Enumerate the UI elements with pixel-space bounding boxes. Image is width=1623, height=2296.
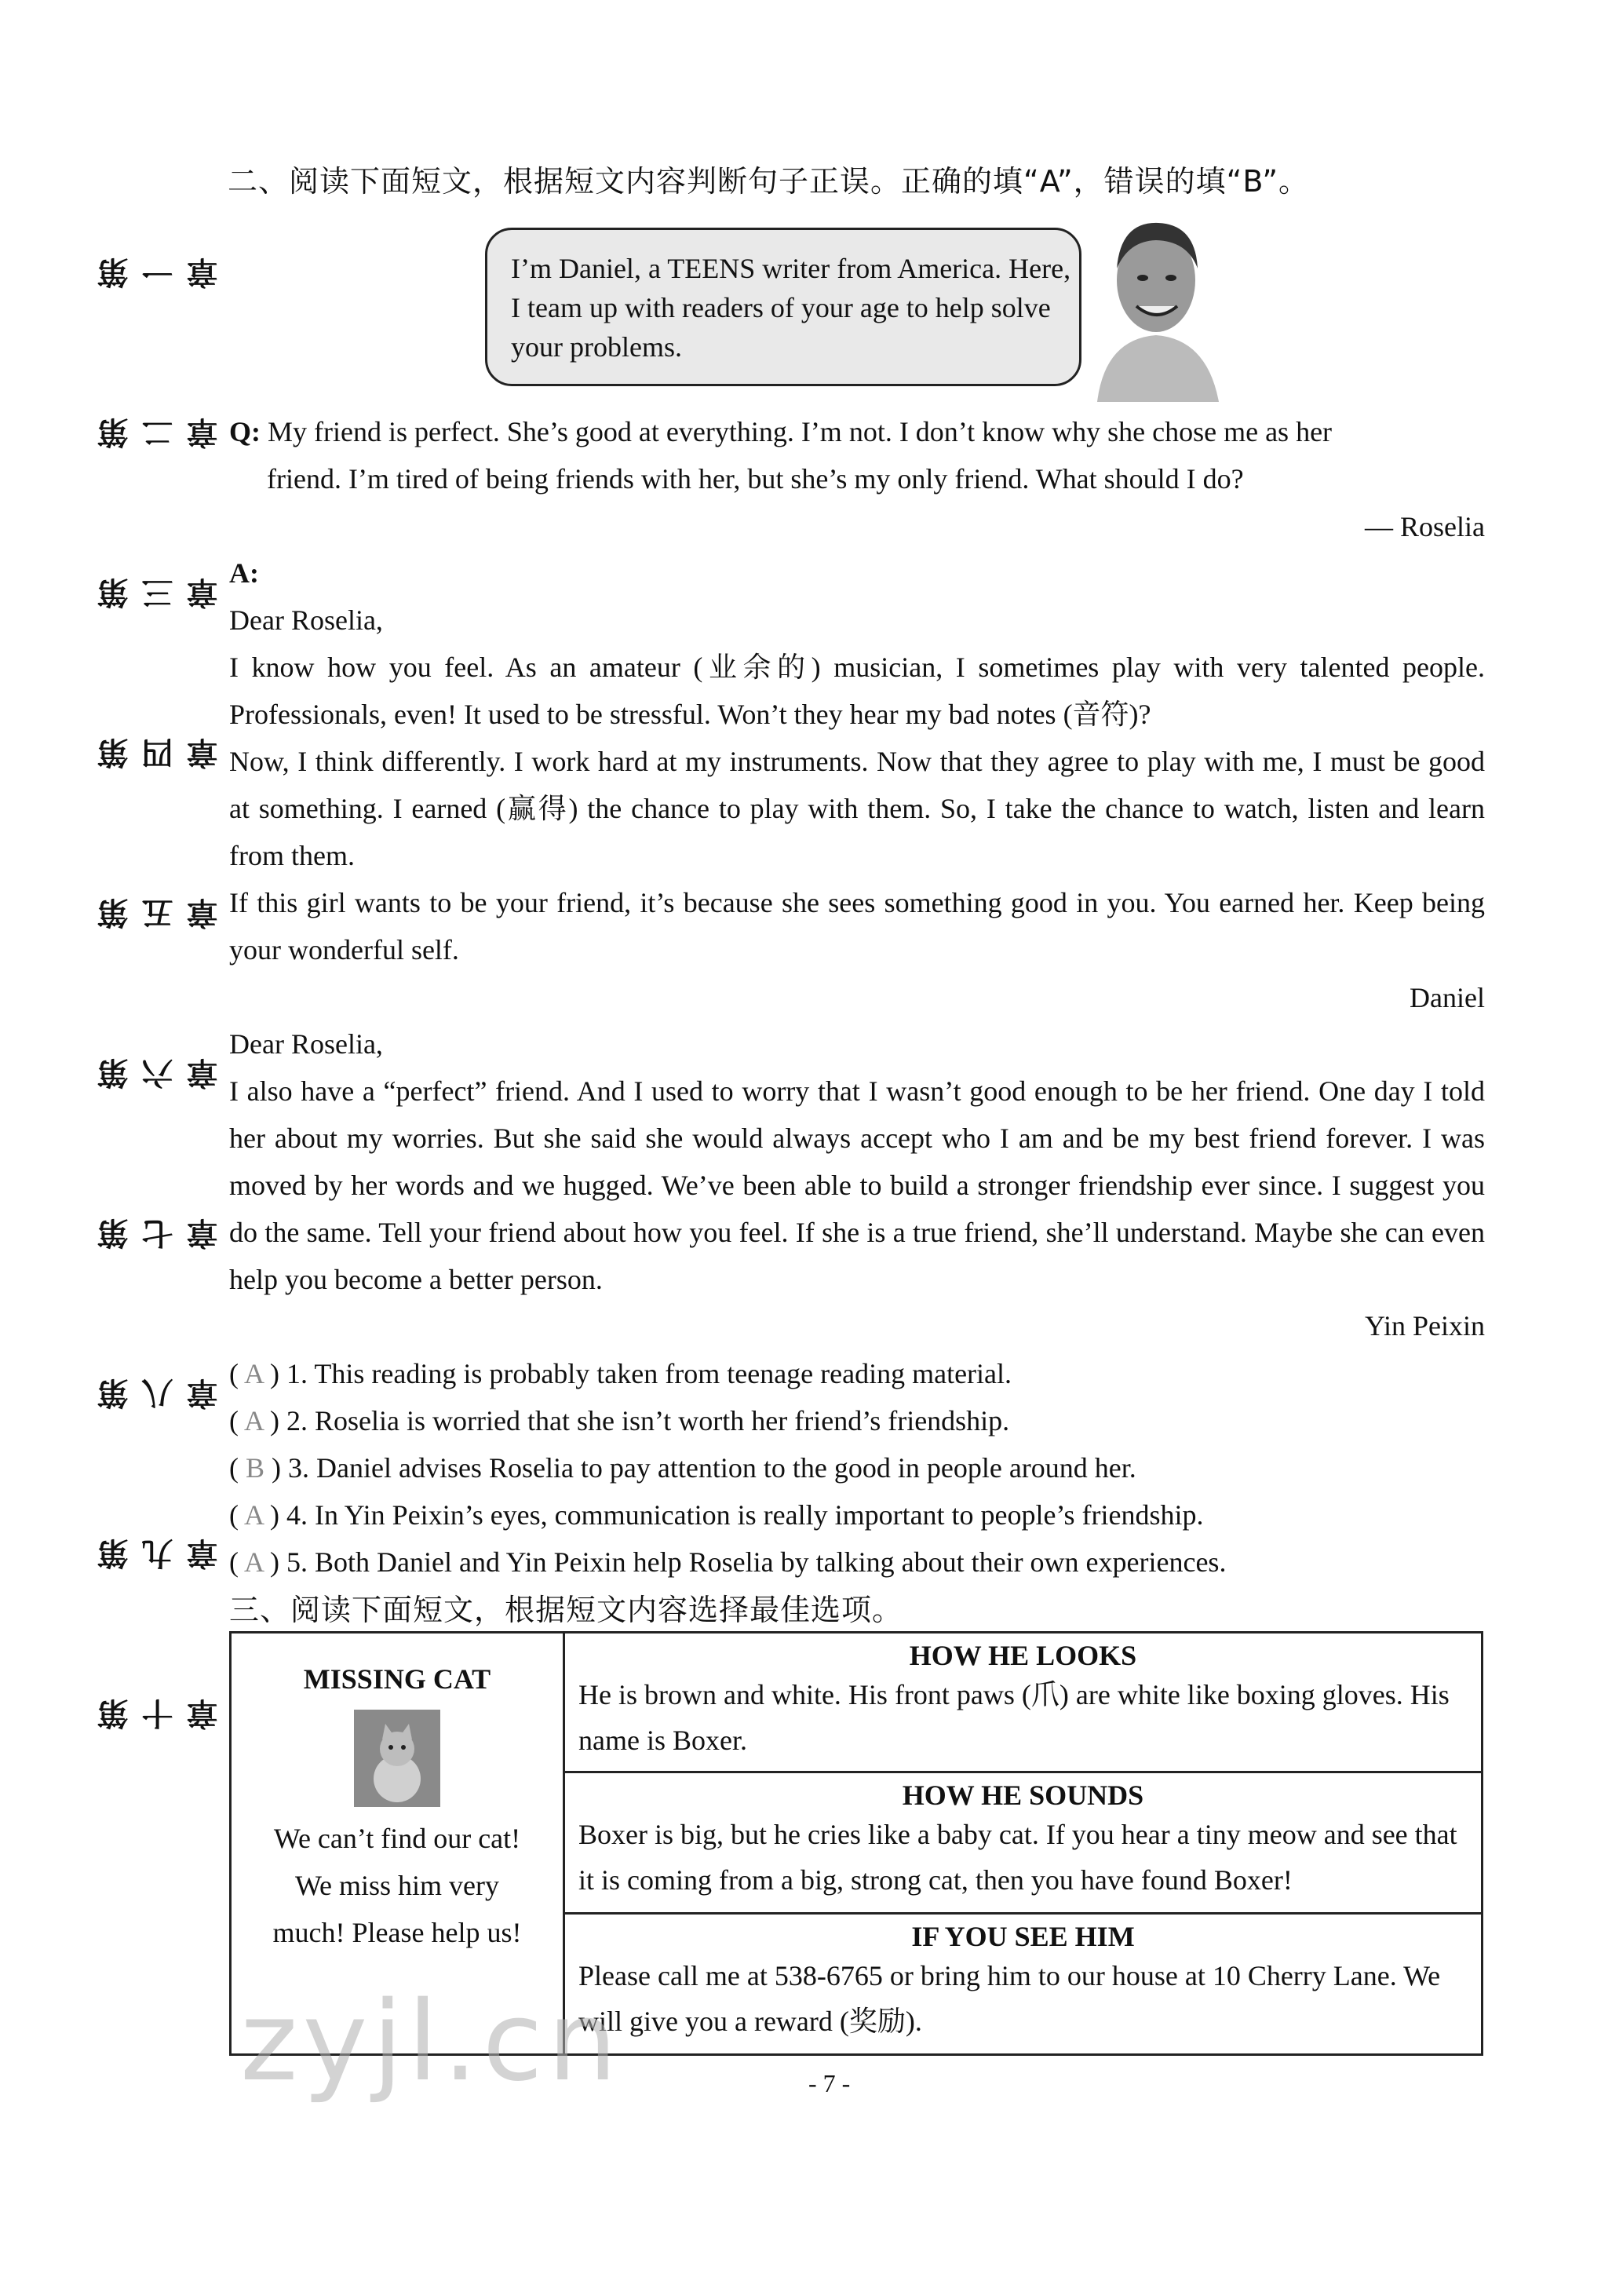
sounds-text: Boxer is big, but he cries like a baby cat. If you hear a tiny meow and see that it is coming from a big, strong cat, then you have found Boxer!: [578, 1819, 1457, 1896]
roselia-signature: — Roselia: [1365, 511, 1485, 542]
tf-question: ( B ) 3. Daniel advises Roselia to pay attention to the good in people around her.: [229, 1452, 1136, 1484]
looks-text: He is brown and white. His front paws (爪) are white like boxing gloves. His name is Boxer.: [578, 1679, 1450, 1756]
looks-heading: HOW HE LOOKS: [909, 1640, 1137, 1671]
bubble-text: I’m Daniel, a TEENS writer from America. Here, I team up with readers of your age to help solve your problems.: [511, 253, 1071, 363]
question-line-2: friend. I’m tired of being friends with her, but she’s my only friend. What should I do?: [267, 463, 1244, 495]
daniel-signature: Daniel: [1410, 982, 1485, 1013]
chapter-label: 第八章: [97, 1377, 223, 1410]
tf-answer: B: [246, 1452, 265, 1484]
missing-cat-heading: MISSING CAT: [303, 1663, 491, 1695]
tf-question: ( A ) 1. This reading is probably taken from teenage reading material.: [229, 1358, 1012, 1389]
cat-photo: [354, 1710, 440, 1807]
chapter-label: 第三章: [97, 576, 223, 609]
daniel-salutation: Dear Roselia,: [229, 604, 383, 636]
notice-see-cell: [564, 1914, 1483, 2055]
tf-text: ) 2. Roselia is worried that she isn’t worth her friend’s friendship.: [270, 1405, 1010, 1436]
tf-text: ) 1. This reading is probably taken from teenage reading material.: [270, 1358, 1012, 1389]
notice-looks-cell: [564, 1633, 1483, 1772]
sounds-heading: HOW HE SOUNDS: [902, 1779, 1144, 1811]
yin-salutation: Dear Roselia,: [229, 1028, 383, 1060]
tf-answer: A: [244, 1358, 264, 1389]
tf-question: ( A ) 4. In Yin Peixin’s eyes, communication is really important to people’s friendship.: [229, 1499, 1204, 1531]
yin-signature: Yin Peixin: [1364, 1310, 1485, 1341]
section3-title: 三、阅读下面短文，根据短文内容选择最佳选项。: [229, 1593, 903, 1627]
chapter-label: 第四章: [97, 736, 223, 769]
chapter-label: 第十章: [97, 1697, 223, 1730]
chapter-label: 第七章: [97, 1217, 223, 1250]
chapter-label: 第九章: [97, 1537, 223, 1570]
daniel-paragraph-3: If this girl wants to be your friend, it’s because she sees something good in you. You earned her. Keep being your wonderful self.: [229, 887, 1485, 965]
section2-title: 二、阅读下面短文，根据短文内容判断句子正误。正确的填“A”，错误的填“B”。: [228, 164, 1310, 199]
chapter-label: 第二章: [97, 416, 223, 449]
tf-answer: A: [244, 1546, 264, 1578]
see-heading: IF YOU SEE HIM: [911, 1921, 1135, 1952]
question-line-1: [229, 408, 1332, 455]
missing-cat-text: We can’t find our cat! We miss him very much! Please help us!: [272, 1823, 522, 1948]
page-number: - 7 -: [808, 2069, 851, 2097]
tf-text: ) 3. Daniel advises Roselia to pay attention to the good in people around her.: [272, 1452, 1136, 1484]
tf-question: ( A ) 5. Both Daniel and Yin Peixin help Roselia by talking about their own experiences.: [229, 1546, 1227, 1578]
q-text-1: My friend is perfect. She’s good at everything. I’m not. I don’t know why she chose me as her: [268, 416, 1333, 447]
tf-answer: A: [244, 1499, 264, 1531]
tf-question: ( A ) 2. Roselia is worried that she isn’t worth her friend’s friendship.: [229, 1405, 1010, 1436]
yin-paragraph: I also have a “perfect” friend. And I used to worry that I wasn’t good enough to be her friend. One day I told her about my worries. But she said she would always accept who I am and be my best friend forever. I was moved by her words and we hugged. We’ve been able to build a stronger friendship ever since. I suggest you do the same. Tell your friend about how you feel. If she is a true friend, she’ll understand. Maybe she can even help you become a better person.: [229, 1075, 1485, 1295]
tf-text: ) 5. Both Daniel and Yin Peixin help Roselia by talking about their own experiences.: [270, 1546, 1227, 1578]
chapter-label: 第五章: [97, 896, 223, 929]
tf-answer: A: [244, 1405, 264, 1436]
answer-label: A:: [229, 557, 259, 589]
tf-text: ) 4. In Yin Peixin’s eyes, communication is really important to people’s friendship.: [270, 1499, 1204, 1531]
intro-speech-bubble: [485, 228, 1081, 386]
daniel-portrait: [1089, 206, 1223, 402]
daniel-paragraph-1: I know how you feel. As an amateur (业余的) musician, I sometimes play with very talented people. Professionals, even! It used to be stressful. Won’t they hear my bad notes (音符)?: [229, 652, 1485, 730]
q-label: Q:: [229, 416, 261, 447]
see-text: Please call me at 538-6765 or bring him to our house at 10 Cherry Lane. We will give you a reward (奖励).: [578, 1960, 1441, 2037]
chapter-label: 第六章: [97, 1057, 223, 1090]
chapter-label: 第一章: [97, 256, 223, 289]
watermark: zyjl.cn: [240, 1978, 622, 2106]
notice-sounds-cell: [564, 1772, 1483, 1914]
daniel-paragraph-2: Now, I think differently. I work hard at my instruments. Now that they agree to play with me, I must be good at something. I earned (赢得) the chance to play with them. So, I take the chance to watch, listen and learn from them.: [229, 746, 1485, 871]
